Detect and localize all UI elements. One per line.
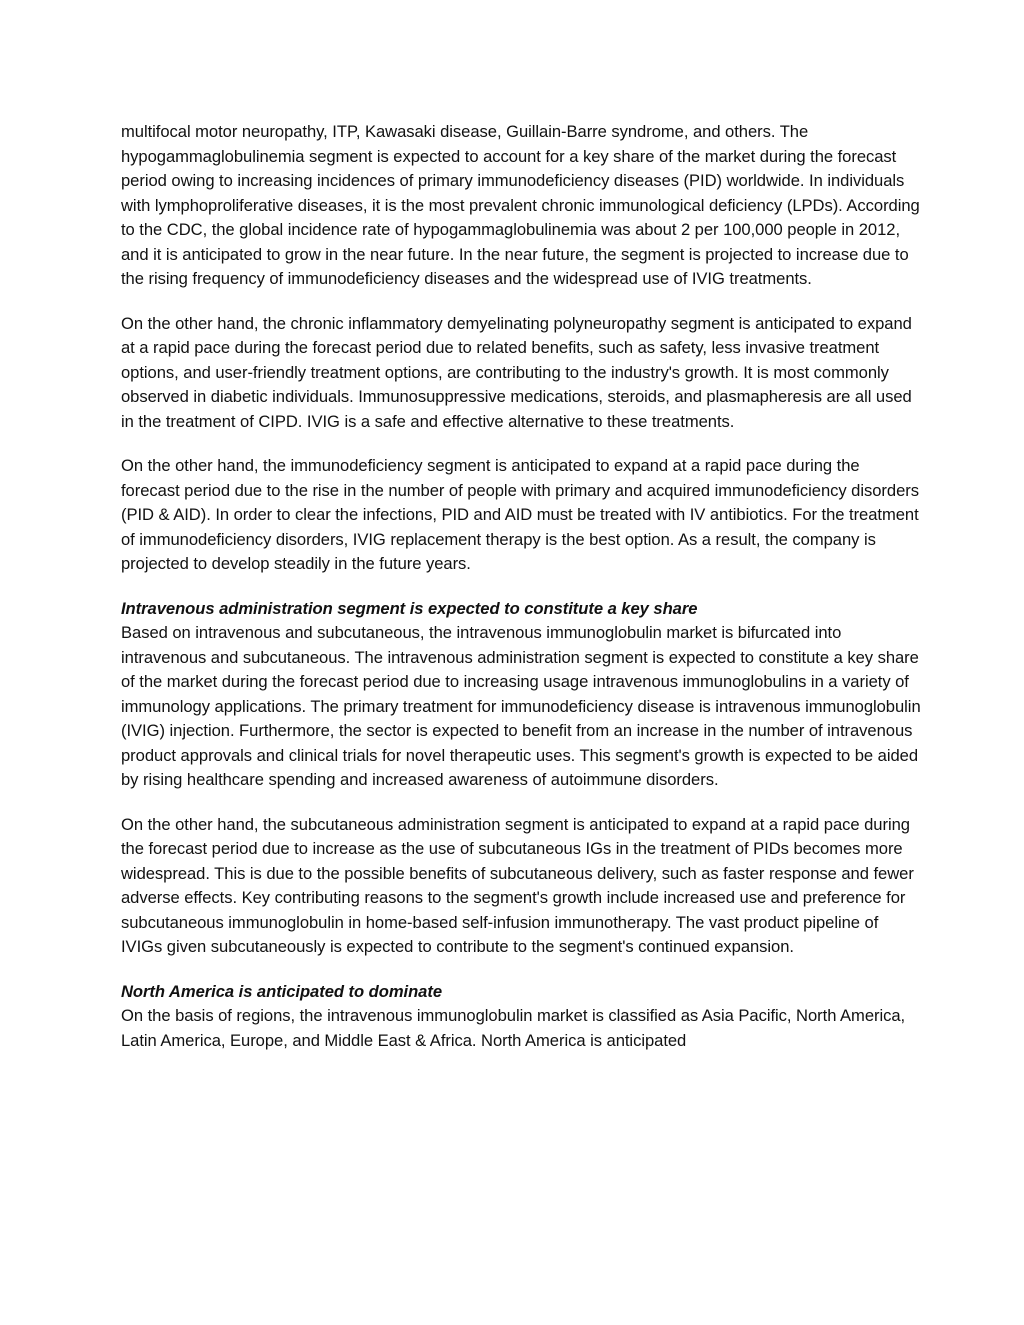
section-heading-intravenous: Intravenous administration segment is expected to constitute a key share bbox=[121, 598, 698, 618]
paragraph-immunodeficiency: On the other hand, the immunodeficiency segment is anticipated to expand at a rapid pace during the forecast period due to the rise in the number of people with primary and acquired immunodeficiency disorders (PID & AID). In order to clear the infections, PID and AID must be treated with IV antibiotics. For the treatment of immunodeficiency disorders, IVIG replacement therapy is the best option. As a result, the company is projected to develop steadily in the future years. bbox=[121, 456, 919, 573]
paragraph-cidp: On the other hand, the chronic inflammatory demyelinating polyneuropathy segment is anticipated to expand at a rapid pace during the forecast period due to related benefits, such as safety, less invasive treatment options, and user-friendly treatment options, are contributing to the industry's growth. It is most commonly observed in diabetic individuals. Immunosuppressive medications, steroids, and plasmapheresis are all used in the treatment of CIPD. IVIG is a safe and effective alternative to these treatments. bbox=[121, 313, 912, 431]
paragraph-intravenous: Based on intravenous and subcutaneous, the intravenous immunoglobulin market is bifurcated into intravenous and subcutaneous. The intravenous administration segment is expected to constitute a key share of the market during the forecast period due to increasing usage intravenous immunoglobulins in a variety of immunology applications. The primary treatment for immunodeficiency disease is intravenous immunoglobulin (IVIG) injection. Furthermore, the sector is expected to benefit from an increase in the number of intravenous product approvals and clinical trials for novel therapeutic uses. This segment's growth is expected to be aided by rising healthcare spending and increased awareness of autoimmune disorders. bbox=[121, 623, 921, 789]
paragraph-regions: On the basis of regions, the intravenous immunoglobulin market is classified as Asia Pacific, North America, Latin America, Europe, and Middle East & Africa. North America is anticipated bbox=[121, 1006, 906, 1050]
paragraph-subcutaneous: On the other hand, the subcutaneous administration segment is anticipated to expand at a rapid pace during the forecast period due to increase as the use of subcutaneous IGs in the treatment of PIDs becomes more widespread. This is due to the possible benefits of subcutaneous delivery, such as faster response and fewer adverse effects. Key contributing reasons to the segment's growth include increased use and preference for subcutaneous immunoglobulin in home-based self-infusion immunotherapy. The vast product pipeline of IVIGs given subcutaneously is expected to contribute to the segment's continued expansion. bbox=[121, 814, 914, 956]
paragraph-hypogammaglobulinemia: multifocal motor neuropathy, ITP, Kawasaki disease, Guillain-Barre syndrome, and others. The hypogammaglobulinemia segment is expected to account for a key share of the market during the forecast period owing to increasing incidences of primary immunodeficiency diseases (PID) worldwide. In individuals with lymphoproliferative diseases, it is the most prevalent chronic immunological deficiency (LPDs). According to the CDC, the global incidence rate of hypogammaglobulinemia was about 2 per 100,000 people in 2012, and it is anticipated to grow in the near future. In the near future, the segment is projected to increase due to the rising frequency of immunodeficiency diseases and the widespread use of IVIG treatments. bbox=[121, 122, 920, 288]
section-heading-north-america: North America is anticipated to dominate bbox=[121, 981, 443, 1001]
document-page bbox=[121, 120, 921, 1073]
